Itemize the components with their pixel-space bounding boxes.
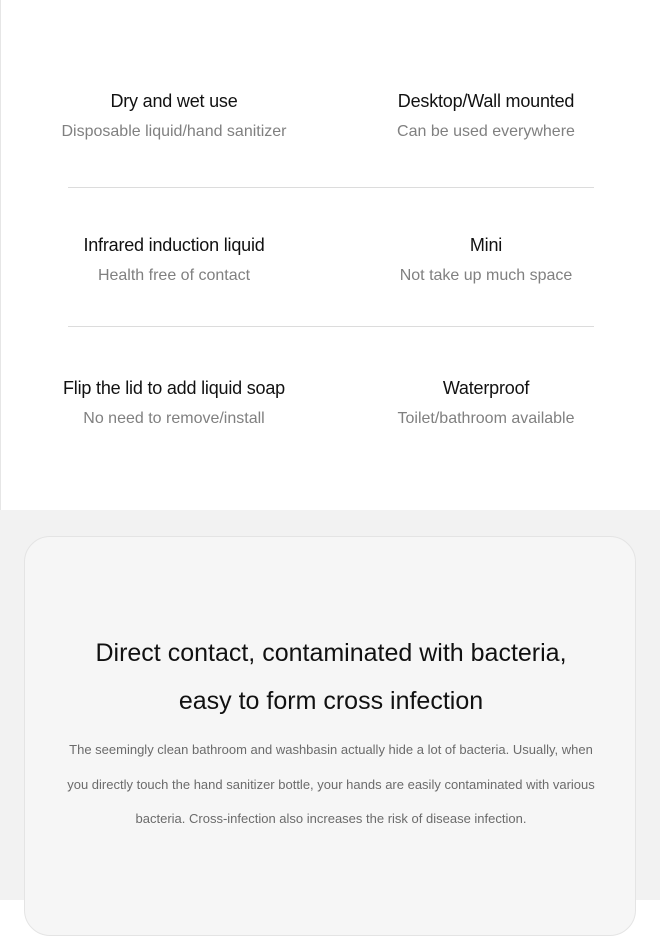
- feature-waterproof: [321, 376, 651, 430]
- info-body-line: bacteria. Cross-infection also increases the risk of disease infection.: [135, 811, 527, 826]
- feature-mini: [321, 233, 651, 287]
- divider: [68, 187, 594, 188]
- feature-row: [1, 376, 660, 456]
- info-body-line: The seemingly clean bathroom and washbasin actually hide a lot of bacteria. Usually, when: [69, 742, 593, 757]
- feature-title: Flip the lid to add liquid soap: [63, 378, 285, 398]
- info-card: [24, 536, 636, 936]
- feature-row: [1, 233, 660, 313]
- feature-desktop-wall-mounted: [321, 89, 651, 143]
- info-body-line: you directly touch the hand sanitizer bottle, your hands are easily contaminated with various: [67, 776, 595, 792]
- feature-flip-lid: [9, 376, 339, 430]
- feature-subtitle: Health free of contact: [97, 267, 251, 284]
- info-section: [0, 510, 660, 900]
- feature-row: [1, 89, 660, 169]
- feature-infrared-induction: [9, 233, 339, 287]
- feature-subtitle: Not take up much space: [399, 267, 573, 284]
- info-body: [45, 733, 617, 837]
- info-heading: [25, 629, 637, 725]
- feature-dry-wet-use: [9, 89, 339, 143]
- feature-subtitle: Disposable liquid/hand sanitizer: [61, 123, 287, 140]
- feature-title: Infrared induction liquid: [83, 235, 265, 255]
- feature-title: Desktop/Wall mounted: [397, 91, 575, 111]
- feature-title: Dry and wet use: [110, 91, 238, 111]
- feature-subtitle: Toilet/bathroom available: [397, 410, 575, 427]
- feature-title: Mini: [469, 235, 503, 255]
- feature-subtitle: Can be used everywhere: [397, 123, 575, 140]
- divider: [68, 326, 594, 327]
- feature-subtitle: No need to remove/install: [83, 410, 265, 427]
- feature-title: Waterproof: [442, 378, 530, 398]
- info-heading-line: easy to form cross infection: [178, 687, 484, 715]
- info-heading-line: Direct contact, contaminated with bacteria,: [95, 639, 567, 667]
